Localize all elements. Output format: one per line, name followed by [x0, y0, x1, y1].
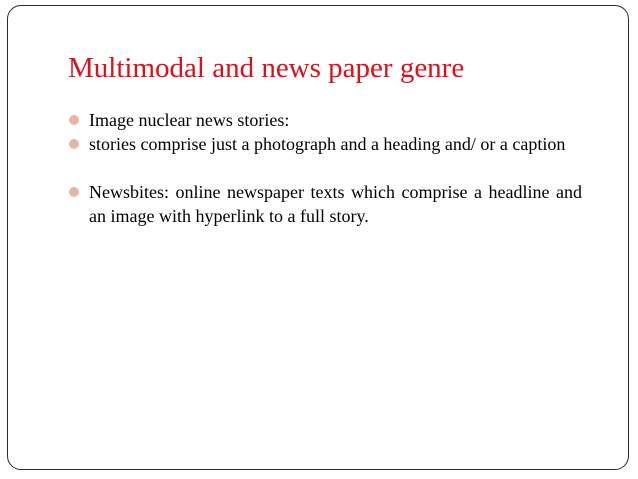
bullet-item — [68, 132, 582, 156]
bullet-icon — [68, 138, 80, 150]
bullet-text: Newsbites: online newspaper texts which comprise a headline and an image with hyperlink to a full story. — [89, 182, 582, 226]
bullet-text: Image nuclear news stories: — [89, 110, 290, 130]
bullet-text: stories comprise just a photograph and a heading and/ or a caption — [89, 134, 566, 154]
bullet-icon — [68, 186, 80, 198]
bullet-list — [68, 108, 582, 228]
bullet-item — [68, 180, 582, 228]
slide-title: Multimodal and news paper genre — [68, 52, 465, 84]
bullet-item — [68, 108, 582, 132]
bullet-icon — [68, 114, 80, 126]
